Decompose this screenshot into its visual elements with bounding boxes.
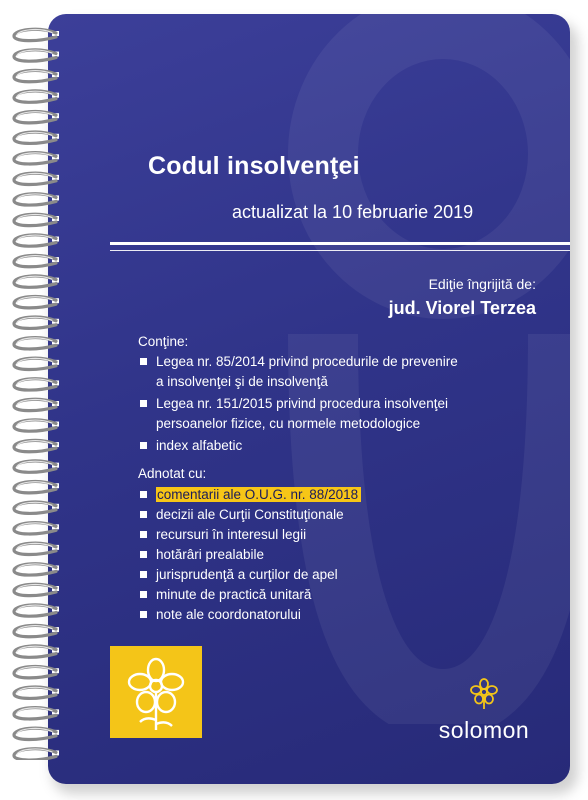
- flower-icon: [466, 678, 502, 710]
- spiral-coil: [14, 625, 59, 636]
- spiral-coil: [14, 297, 59, 308]
- spiral-coil: [14, 132, 59, 143]
- spiral-coil: [14, 112, 59, 123]
- divider-line: [110, 242, 570, 245]
- spiral-coil: [14, 153, 59, 164]
- spiral-coil: [14, 255, 59, 266]
- list-item: minute de practică unitară: [138, 585, 361, 605]
- spiral-coil: [14, 728, 59, 739]
- editor-label: Ediţie îngrijită de:: [428, 276, 536, 292]
- spiral-coil: [14, 91, 59, 102]
- spiral-binding-icon: [8, 20, 70, 760]
- divider-line-thin: [110, 250, 570, 251]
- spiral-coil: [14, 667, 59, 678]
- book-cover: [48, 14, 570, 784]
- bullet-icon: [140, 442, 147, 449]
- spiral-coil: [14, 235, 59, 246]
- spiral-coil: [14, 317, 59, 328]
- publisher-logo: [424, 678, 544, 744]
- spiral-coil: [14, 214, 59, 225]
- list-item: [138, 485, 361, 505]
- bullet-icon: [140, 591, 147, 598]
- editor-name: jud. Viorel Terzea: [388, 298, 536, 318]
- spiral-coil: [14, 564, 59, 575]
- spiral-coil: [14, 605, 59, 616]
- spiral-coil: [14, 687, 59, 698]
- book-title: Codul insolvenţei: [148, 152, 360, 180]
- spiral-coil: [14, 749, 59, 760]
- spiral-coil: [14, 50, 59, 61]
- list-item: Legea nr. 151/2015 privind procedura insolvenţei persoanelor fizice, cu normele metodologice: [138, 394, 458, 434]
- spiral-coil: [14, 379, 59, 390]
- bullet-icon: [140, 491, 147, 498]
- spiral-coil: [14, 543, 59, 554]
- list-item: index alfabetic: [138, 436, 458, 456]
- spiral-coil: [14, 502, 59, 513]
- spiral-coil: [14, 70, 59, 81]
- spiral-coil: [14, 29, 59, 40]
- list-item: decizii ale Curţii Constituţionale: [138, 505, 361, 525]
- spiral-coil: [14, 482, 59, 493]
- spiral-coil: [14, 358, 59, 369]
- bullet-icon: [140, 400, 147, 407]
- bullet-icon: [140, 571, 147, 578]
- spiral-coil: [14, 420, 59, 431]
- publisher-name: solomon: [438, 717, 530, 743]
- contains-label: Conţine:: [138, 334, 189, 349]
- spiral-coil: [14, 646, 59, 657]
- bullet-icon: [140, 611, 147, 618]
- list-item: recursuri în interesul legii: [138, 525, 361, 545]
- highlighted-item: comentarii ale O.U.G. nr. 88/2018: [156, 487, 361, 502]
- spiral-coil: [14, 461, 59, 472]
- series-logo: [110, 646, 202, 738]
- annotated-label: Adnotat cu:: [138, 466, 207, 481]
- spiral-coil: [14, 276, 59, 287]
- bullet-icon: [140, 531, 147, 538]
- spiral-coil: [14, 523, 59, 534]
- list-item: Legea nr. 85/2014 privind procedurile de prevenire a insolvenţei şi de insolvenţă: [138, 352, 458, 392]
- flower-icon: [110, 646, 202, 738]
- contains-list: [138, 352, 458, 456]
- bullet-icon: [140, 551, 147, 558]
- bullet-icon: [140, 511, 147, 518]
- list-item: jurisprudenţă a curţilor de apel: [138, 565, 361, 585]
- spiral-coil: [14, 440, 59, 451]
- spiral-coil: [14, 338, 59, 349]
- spiral-coil: [14, 173, 59, 184]
- spiral-coil: [14, 194, 59, 205]
- list-item: note ale coordonatorului: [138, 605, 361, 625]
- book-subtitle: actualizat la 10 februarie 2019: [232, 202, 474, 222]
- spiral-coil: [14, 399, 59, 410]
- spiral-coil: [14, 708, 59, 719]
- list-item: hotărâri prealabile: [138, 545, 361, 565]
- spiral-coil: [14, 584, 59, 595]
- annotated-list: [138, 485, 361, 625]
- bullet-icon: [140, 358, 147, 365]
